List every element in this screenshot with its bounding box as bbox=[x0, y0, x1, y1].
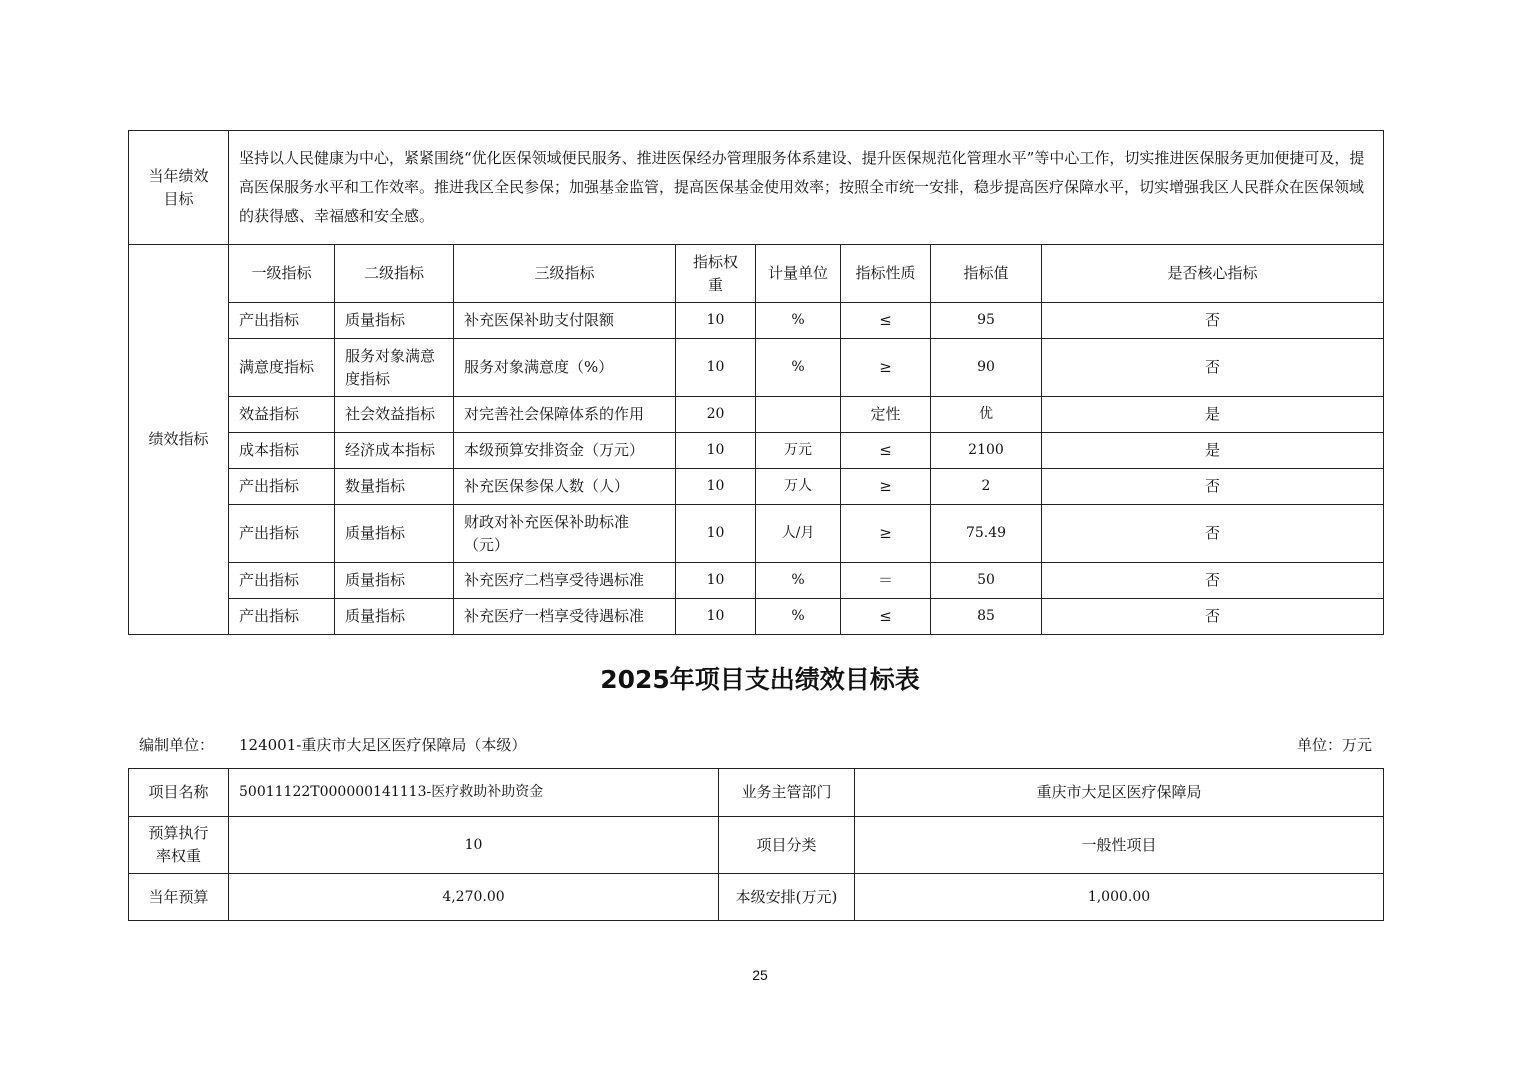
level1-cell: 产出指标 bbox=[229, 599, 335, 635]
core-cell: 否 bbox=[1042, 469, 1384, 505]
header-level3: 三级指标 bbox=[454, 245, 676, 303]
table-row bbox=[129, 563, 1384, 599]
header-nature: 指标性质 bbox=[841, 245, 931, 303]
value-cell: 50 bbox=[931, 563, 1042, 599]
level3-cell: 财政对补充医保补助标准（元） bbox=[454, 505, 676, 563]
level2-cell: 质量指标 bbox=[335, 303, 454, 339]
core-cell: 否 bbox=[1042, 339, 1384, 397]
org-label: 编制单位： bbox=[139, 736, 215, 754]
unit-cell bbox=[756, 397, 841, 433]
weight-cell: 10 bbox=[676, 303, 756, 339]
nature-cell: 定性 bbox=[841, 397, 931, 433]
value-cell: 95 bbox=[931, 303, 1042, 339]
table-row bbox=[129, 339, 1384, 397]
header-level1: 一级指标 bbox=[229, 245, 335, 303]
weight-cell: 10 bbox=[676, 469, 756, 505]
unit-cell: 万人 bbox=[756, 469, 841, 505]
level3-cell: 补充医保参保人数（人） bbox=[454, 469, 676, 505]
level2-cell: 经济成本指标 bbox=[335, 433, 454, 469]
nature-cell: ＝ bbox=[841, 563, 931, 599]
core-cell: 是 bbox=[1042, 433, 1384, 469]
core-cell: 否 bbox=[1042, 303, 1384, 339]
header-core: 是否核心指标 bbox=[1042, 245, 1384, 303]
core-cell: 否 bbox=[1042, 505, 1384, 563]
weight-cell: 10 bbox=[676, 433, 756, 469]
unit-label: 单位：万元 bbox=[1296, 736, 1372, 754]
table-row bbox=[129, 469, 1384, 505]
value-cell: 75.49 bbox=[931, 505, 1042, 563]
value-cell: 优 bbox=[931, 397, 1042, 433]
weight-cell: 10 bbox=[676, 505, 756, 563]
dept-value: 重庆市大足区医疗保障局 bbox=[855, 769, 1384, 817]
level2-cell: 质量指标 bbox=[335, 563, 454, 599]
value-cell: 85 bbox=[931, 599, 1042, 635]
nature-cell: ≤ bbox=[841, 303, 931, 339]
table-row bbox=[129, 599, 1384, 635]
exec-rate-value: 10 bbox=[229, 817, 719, 874]
unit-cell: % bbox=[756, 563, 841, 599]
weight-cell: 10 bbox=[676, 599, 756, 635]
level3-cell: 补充医保补助支付限额 bbox=[454, 303, 676, 339]
project-name-value: 50011122T000000141113-医疗救助补助资金 bbox=[229, 769, 719, 817]
budget-label: 当年预算 bbox=[129, 874, 229, 921]
nature-cell: ≥ bbox=[841, 505, 931, 563]
level1-cell: 产出指标 bbox=[229, 563, 335, 599]
nature-cell: ≥ bbox=[841, 469, 931, 505]
local-budget-label: 本级安排(万元) bbox=[719, 874, 855, 921]
weight-cell: 20 bbox=[676, 397, 756, 433]
category-label: 项目分类 bbox=[719, 817, 855, 874]
level1-cell: 产出指标 bbox=[229, 469, 335, 505]
unit-cell: % bbox=[756, 303, 841, 339]
table-row bbox=[129, 303, 1384, 339]
level3-cell: 补充医疗二档享受待遇标准 bbox=[454, 563, 676, 599]
level3-cell: 服务对象满意度（%） bbox=[454, 339, 676, 397]
level2-cell: 数量指标 bbox=[335, 469, 454, 505]
value-cell: 90 bbox=[931, 339, 1042, 397]
level1-cell: 满意度指标 bbox=[229, 339, 335, 397]
unit-cell: % bbox=[756, 339, 841, 397]
level3-cell: 对完善社会保障体系的作用 bbox=[454, 397, 676, 433]
nature-cell: ≥ bbox=[841, 339, 931, 397]
dept-label: 业务主管部门 bbox=[719, 769, 855, 817]
core-cell: 是 bbox=[1042, 397, 1384, 433]
level2-cell: 社会效益指标 bbox=[335, 397, 454, 433]
section-title: 2025年项目支出绩效目标表 bbox=[600, 665, 920, 694]
level2-cell: 服务对象满意度指标 bbox=[335, 339, 454, 397]
value-cell: 2100 bbox=[931, 433, 1042, 469]
project-name-label: 项目名称 bbox=[129, 769, 229, 817]
goal-text: 坚持以人民健康为中心，紧紧围绕“优化医保领域便民服务、推进医保经办管理服务体系建设、提升医保规范化管理水平”等中心工作，切实推进医保服务更加便捷可及，提高医保服务水平和工作效率。推进我区全民参保；加强基金监管，提高医保基金使用效率；按照全市统一安排，稳步提高医疗保障水平，切实增强我区人民群众在医保领域的获得感、幸福感和安全感。 bbox=[229, 131, 1384, 245]
table-row bbox=[129, 397, 1384, 433]
header-level2: 二级指标 bbox=[335, 245, 454, 303]
performance-indicator-table bbox=[128, 130, 1384, 635]
org-value: 124001-重庆市大足区医疗保障局（本级） bbox=[239, 736, 527, 754]
indicators-section-label: 绩效指标 bbox=[129, 245, 229, 635]
level3-cell: 本级预算安排资金（万元） bbox=[454, 433, 676, 469]
level1-cell: 效益指标 bbox=[229, 397, 335, 433]
level1-cell: 产出指标 bbox=[229, 505, 335, 563]
table-row bbox=[129, 505, 1384, 563]
goal-label: 当年绩效目标 bbox=[129, 131, 229, 245]
category-value: 一般性项目 bbox=[855, 817, 1384, 874]
unit-cell: 万元 bbox=[756, 433, 841, 469]
level3-cell: 补充医疗一档享受待遇标准 bbox=[454, 599, 676, 635]
weight-cell: 10 bbox=[676, 339, 756, 397]
level2-cell: 质量指标 bbox=[335, 599, 454, 635]
nature-cell: ≤ bbox=[841, 433, 931, 469]
project-info-table bbox=[128, 768, 1384, 921]
core-cell: 否 bbox=[1042, 599, 1384, 635]
local-budget-value: 1,000.00 bbox=[855, 874, 1384, 921]
level1-cell: 成本指标 bbox=[229, 433, 335, 469]
budget-value: 4,270.00 bbox=[229, 874, 719, 921]
unit-cell: 人/月 bbox=[756, 505, 841, 563]
header-weight: 指标权重 bbox=[676, 245, 756, 303]
header-value: 指标值 bbox=[931, 245, 1042, 303]
unit-cell: % bbox=[756, 599, 841, 635]
weight-cell: 10 bbox=[676, 563, 756, 599]
header-unit: 计量单位 bbox=[756, 245, 841, 303]
exec-rate-label: 预算执行率权重 bbox=[129, 817, 229, 874]
level2-cell: 质量指标 bbox=[335, 505, 454, 563]
page-number: 25 bbox=[752, 967, 768, 983]
core-cell: 否 bbox=[1042, 563, 1384, 599]
nature-cell: ≤ bbox=[841, 599, 931, 635]
value-cell: 2 bbox=[931, 469, 1042, 505]
table-row bbox=[129, 433, 1384, 469]
level1-cell: 产出指标 bbox=[229, 303, 335, 339]
